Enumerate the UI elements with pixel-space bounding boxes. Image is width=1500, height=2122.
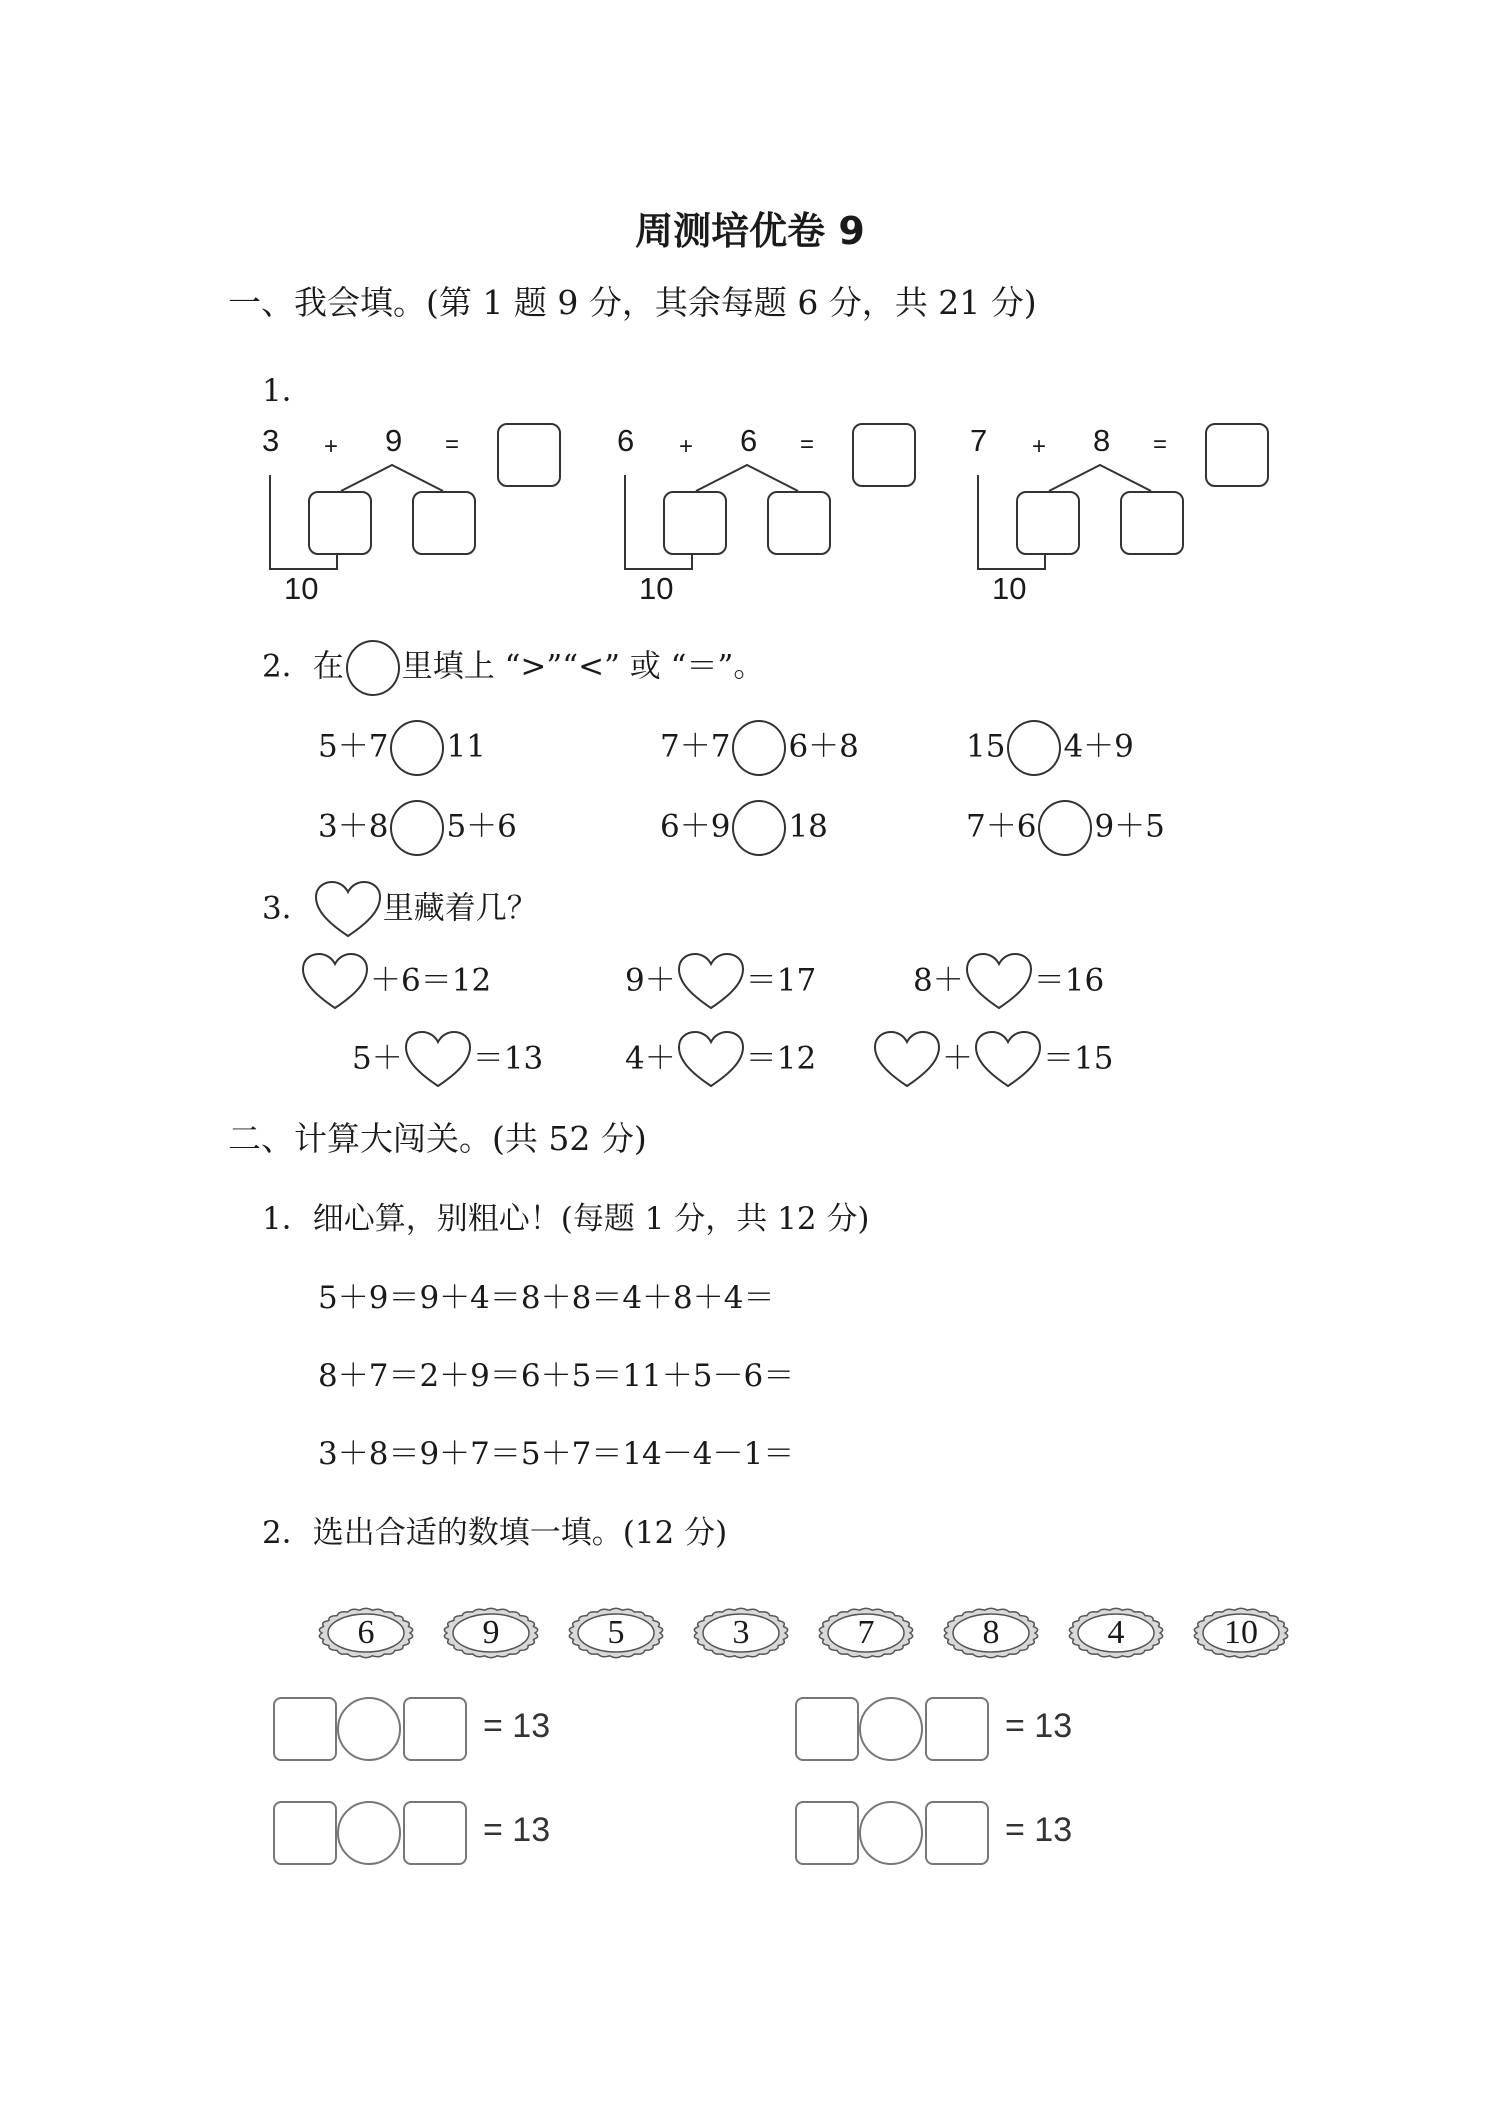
addend-b: 9 xyxy=(385,423,403,458)
equation-result: = 13 xyxy=(483,1707,551,1745)
compare-item: 5＋7 11 xyxy=(318,720,486,776)
ten-label: 10 xyxy=(992,571,1027,606)
q3-label-suffix: 里藏着几？ xyxy=(382,890,538,927)
number-oval-value: 5 xyxy=(607,1614,625,1651)
plus-sign: + xyxy=(679,433,694,460)
compare-circle[interactable] xyxy=(390,800,444,856)
fill-box-left[interactable] xyxy=(273,1801,337,1865)
plus-sign: + xyxy=(324,433,339,460)
compare-circle[interactable] xyxy=(390,720,444,776)
number-oval-value: 6 xyxy=(357,1614,375,1651)
plus-sign: + xyxy=(1032,433,1047,460)
heart-equation: 4＋ ＝12 xyxy=(625,1030,816,1090)
q2-label-prefix: 2．在 xyxy=(262,648,344,685)
number-oval[interactable] xyxy=(1191,1605,1291,1661)
equation-result: = 13 xyxy=(1005,1707,1073,1745)
split-box-right[interactable] xyxy=(1120,491,1184,555)
number-oval-value: 10 xyxy=(1224,1614,1258,1651)
heart-answer[interactable] xyxy=(676,952,746,1012)
split-box-left[interactable] xyxy=(308,491,372,555)
q2-label-suffix: 里填上 “>”“<” 或 “＝”。 xyxy=(401,648,765,685)
equation-result: = 13 xyxy=(483,1811,551,1849)
compare-circle[interactable] xyxy=(1007,720,1061,776)
ten-label: 10 xyxy=(639,571,674,606)
heart-answer[interactable] xyxy=(964,952,1034,1012)
heart-icon xyxy=(313,880,383,940)
answer-box[interactable] xyxy=(1205,423,1269,487)
number-oval[interactable] xyxy=(316,1605,416,1661)
page-title: 周测培优卷 9 xyxy=(635,209,865,253)
number-oval[interactable] xyxy=(691,1605,791,1661)
equals-sign: = xyxy=(800,431,815,458)
operator-circle[interactable] xyxy=(337,1801,401,1865)
s2-q2-label: 2．选出合适的数填一填。(12 分) xyxy=(262,1515,728,1551)
fill-box-left[interactable] xyxy=(795,1801,859,1865)
compare-item: 3＋8 5＋6 xyxy=(318,800,517,856)
equals-sign: = xyxy=(445,431,460,458)
q2-label xyxy=(262,640,764,696)
equation-result: = 13 xyxy=(1005,1811,1073,1849)
fill-box-left[interactable] xyxy=(273,1697,337,1761)
number-oval-value: 7 xyxy=(857,1614,875,1651)
equals-sign: = xyxy=(1153,431,1168,458)
addend-a: 7 xyxy=(970,423,988,458)
calc-row-2: 8＋7＝2＋9＝6＋5＝11＋5－6＝ xyxy=(318,1358,795,1394)
heart-answer[interactable] xyxy=(676,1030,746,1090)
fill-box-right[interactable] xyxy=(925,1801,989,1865)
heart-answer[interactable] xyxy=(300,952,370,1012)
circle-icon xyxy=(346,640,400,696)
heart-answer[interactable] xyxy=(872,1030,942,1090)
answer-box[interactable] xyxy=(852,423,916,487)
compare-circle[interactable] xyxy=(732,720,786,776)
number-oval-value: 8 xyxy=(982,1614,1000,1651)
number-oval[interactable] xyxy=(566,1605,666,1661)
number-oval[interactable] xyxy=(1066,1605,1166,1661)
split-box-right[interactable] xyxy=(412,491,476,555)
addend-a: 3 xyxy=(262,423,280,458)
answer-box[interactable] xyxy=(497,423,561,487)
heart-answer[interactable] xyxy=(973,1030,1043,1090)
fill-box-right[interactable] xyxy=(403,1697,467,1761)
operator-circle[interactable] xyxy=(859,1801,923,1865)
compare-item: 15 4＋9 xyxy=(966,720,1134,776)
addend-b: 8 xyxy=(1093,423,1111,458)
heart-equation: 8＋ ＝16 xyxy=(913,952,1104,1012)
split-box-left[interactable] xyxy=(1016,491,1080,555)
decomposition-group-1 xyxy=(262,423,602,623)
s2-q1-label: 1．细心算，别粗心！(每题 1 分，共 12 分) xyxy=(262,1201,870,1237)
number-oval[interactable] xyxy=(816,1605,916,1661)
fill-box-right[interactable] xyxy=(925,1697,989,1761)
section-1-heading: 一、我会填。(第 1 题 9 分，其余每题 6 分，共 21 分) xyxy=(228,283,1037,322)
split-box-right[interactable] xyxy=(767,491,831,555)
decomposition-group-2 xyxy=(617,423,957,623)
heart-equation: ＋ ＝15 xyxy=(872,1030,1113,1090)
heart-equation: 5＋ ＝13 xyxy=(352,1030,543,1090)
operator-circle[interactable] xyxy=(337,1697,401,1761)
split-box-left[interactable] xyxy=(663,491,727,555)
addend-a: 6 xyxy=(617,423,635,458)
fill-box-right[interactable] xyxy=(403,1801,467,1865)
q3-label-prefix: 3． xyxy=(262,890,313,927)
number-oval-value: 3 xyxy=(732,1614,750,1651)
compare-item: 7＋6 9＋5 xyxy=(966,800,1165,856)
compare-circle[interactable] xyxy=(1038,800,1092,856)
heart-equation: ＋6＝12 xyxy=(300,952,491,1012)
number-oval[interactable] xyxy=(441,1605,541,1661)
calc-row-1: 5＋9＝9＋4＝8＋8＝4＋8＋4＝ xyxy=(318,1280,775,1316)
ten-label: 10 xyxy=(284,571,319,606)
q1-label: 1． xyxy=(262,373,313,409)
compare-item: 6＋9 18 xyxy=(660,800,828,856)
number-oval-value: 4 xyxy=(1107,1614,1125,1651)
heart-equation: 9＋ ＝17 xyxy=(625,952,816,1012)
calc-row-3: 3＋8＝9＋7＝5＋7＝14－4－1＝ xyxy=(318,1436,795,1472)
q3-label xyxy=(262,880,538,940)
decomposition-group-3 xyxy=(970,423,1310,623)
addend-b: 6 xyxy=(740,423,758,458)
compare-circle[interactable] xyxy=(732,800,786,856)
number-oval[interactable] xyxy=(941,1605,1041,1661)
section-2-heading: 二、计算大闯关。(共 52 分) xyxy=(228,1119,647,1158)
number-oval-value: 9 xyxy=(482,1614,500,1651)
compare-item: 7＋7 6＋8 xyxy=(660,720,859,776)
heart-answer[interactable] xyxy=(403,1030,473,1090)
fill-box-left[interactable] xyxy=(795,1697,859,1761)
operator-circle[interactable] xyxy=(859,1697,923,1761)
